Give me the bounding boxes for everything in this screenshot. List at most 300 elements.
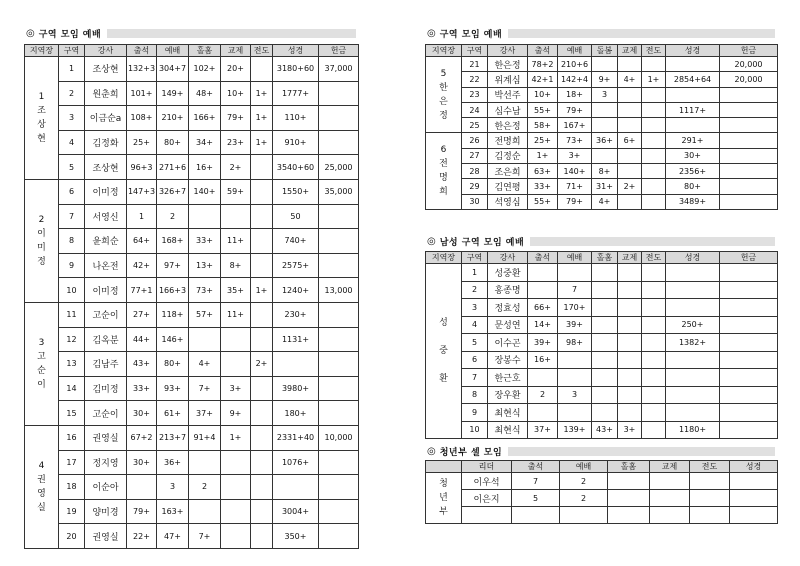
column-header: 홀홈 xyxy=(608,461,650,473)
data-cell: 16 xyxy=(59,425,85,450)
data-cell xyxy=(528,281,558,299)
column-header: 출석 xyxy=(528,252,558,264)
data-cell: 7 xyxy=(59,204,85,229)
data-cell: 17 xyxy=(59,450,85,475)
table-row xyxy=(426,507,778,524)
data-cell: 132+3 xyxy=(127,57,157,82)
data-cell xyxy=(720,133,778,148)
table-row xyxy=(426,264,778,282)
data-cell xyxy=(720,194,778,209)
data-cell: 25,000 xyxy=(319,155,359,180)
data-cell: 3 xyxy=(462,299,488,317)
data-cell xyxy=(319,524,359,549)
data-cell: 59+ xyxy=(221,179,251,204)
data-cell: 4 xyxy=(462,316,488,334)
data-cell xyxy=(221,499,251,524)
data-cell xyxy=(690,490,730,507)
column-header: 전도 xyxy=(642,45,666,57)
right-attendance-table-2 xyxy=(425,251,778,439)
column-header: 홀홈 xyxy=(592,252,618,264)
speaker-name-cell: 권영실 xyxy=(85,425,127,450)
data-cell: 1+ xyxy=(221,425,251,450)
data-cell xyxy=(558,351,592,369)
data-cell: 8 xyxy=(59,229,85,254)
data-cell: 1550+ xyxy=(273,179,319,204)
data-cell: 28 xyxy=(462,164,488,179)
table-row xyxy=(25,475,359,500)
data-cell: 230+ xyxy=(273,302,319,327)
data-cell: 2 xyxy=(462,281,488,299)
data-cell: 18+ xyxy=(558,87,592,102)
data-cell: 8+ xyxy=(592,164,618,179)
data-cell: 35,000 xyxy=(319,179,359,204)
column-header: 교제 xyxy=(618,45,642,57)
bullet-icon: ◎ xyxy=(427,28,436,39)
column-header: 지역장 xyxy=(426,45,462,57)
data-cell xyxy=(528,369,558,387)
data-cell: 168+ xyxy=(157,229,189,254)
column-header: 전도 xyxy=(690,461,730,473)
data-cell: 30 xyxy=(462,194,488,209)
left-attendance-table xyxy=(24,44,359,549)
data-cell: 43+ xyxy=(127,352,157,377)
data-cell: 30+ xyxy=(127,450,157,475)
data-cell: 2 xyxy=(157,204,189,229)
speaker-name-cell: 장우환 xyxy=(488,386,528,404)
speaker-name-cell: 나온전 xyxy=(85,253,127,278)
table-row xyxy=(25,229,359,254)
data-cell xyxy=(251,179,273,204)
data-cell xyxy=(720,316,778,334)
data-cell: 2854+64 xyxy=(666,72,720,87)
data-cell: 19 xyxy=(59,499,85,524)
data-cell: 77+1 xyxy=(127,278,157,303)
table-row xyxy=(25,130,359,155)
data-cell: 1 xyxy=(462,264,488,282)
data-cell: 58+ xyxy=(528,118,558,133)
column-header: 지역장 xyxy=(25,45,59,57)
data-cell xyxy=(251,253,273,278)
data-cell: 34+ xyxy=(189,130,221,155)
speaker-name-cell: 박선주 xyxy=(488,87,528,102)
column-header: 예배 xyxy=(558,45,592,57)
data-cell xyxy=(618,57,642,72)
speaker-name-cell: 권영실 xyxy=(85,524,127,549)
data-cell xyxy=(608,490,650,507)
data-cell: 1076+ xyxy=(273,450,319,475)
data-cell: 4+ xyxy=(592,194,618,209)
data-cell: 166+3 xyxy=(157,278,189,303)
title-bar xyxy=(508,29,775,38)
left-section-title: ◎ 구역 모임 예배 xyxy=(26,27,356,40)
data-cell xyxy=(642,334,666,352)
data-cell xyxy=(642,57,666,72)
data-cell: 25+ xyxy=(127,130,157,155)
data-cell xyxy=(666,386,720,404)
speaker-name-cell: 원춘희 xyxy=(85,81,127,106)
data-cell xyxy=(618,148,642,163)
data-cell xyxy=(251,376,273,401)
speaker-name-cell: 정지영 xyxy=(85,450,127,475)
data-cell: 102+ xyxy=(189,57,221,82)
data-cell: 3 xyxy=(157,475,189,500)
data-cell: 1180+ xyxy=(666,421,720,439)
title-bar xyxy=(508,447,775,456)
data-cell: 39+ xyxy=(558,316,592,334)
column-header: 출석 xyxy=(528,45,558,57)
table-row xyxy=(25,401,359,426)
data-cell xyxy=(251,327,273,352)
data-cell: 13 xyxy=(59,352,85,377)
data-cell xyxy=(251,450,273,475)
data-cell: 79+ xyxy=(221,106,251,131)
data-cell xyxy=(642,164,666,179)
data-cell: 4+ xyxy=(189,352,221,377)
column-header: 출석 xyxy=(127,45,157,57)
data-cell: 2 xyxy=(59,81,85,106)
speaker-name-cell: 조상현 xyxy=(85,155,127,180)
speaker-name-cell: 장봉수 xyxy=(488,351,528,369)
data-cell: 13,000 xyxy=(319,278,359,303)
data-cell: 213+7 xyxy=(157,425,189,450)
right-attendance-table-1 xyxy=(425,44,778,210)
data-cell: 6+ xyxy=(618,133,642,148)
data-cell xyxy=(666,281,720,299)
data-cell: 4+ xyxy=(618,72,642,87)
table-row xyxy=(25,204,359,229)
data-cell xyxy=(618,87,642,102)
table-row xyxy=(426,194,778,209)
data-cell: 2356+ xyxy=(666,164,720,179)
data-cell: 16+ xyxy=(189,155,221,180)
table-row xyxy=(25,327,359,352)
data-cell xyxy=(618,264,642,282)
data-cell: 7 xyxy=(512,473,560,490)
data-cell xyxy=(127,475,157,500)
data-cell xyxy=(512,507,560,524)
data-cell xyxy=(319,302,359,327)
data-cell: 55+ xyxy=(528,102,558,117)
data-cell: 10 xyxy=(462,421,488,439)
column-header: 헌금 xyxy=(720,252,778,264)
data-cell xyxy=(608,507,650,524)
data-cell: 1 xyxy=(59,57,85,82)
data-cell: 11+ xyxy=(221,302,251,327)
data-cell: 42+ xyxy=(127,253,157,278)
data-cell: 15 xyxy=(59,401,85,426)
data-cell xyxy=(642,299,666,317)
column-header: 예배 xyxy=(560,461,608,473)
data-cell: 9 xyxy=(59,253,85,278)
column-header: 구역 xyxy=(59,45,85,57)
bullet-icon: ◎ xyxy=(427,446,436,457)
data-cell: 27+ xyxy=(127,302,157,327)
data-cell: 2575+ xyxy=(273,253,319,278)
column-header: 강사 xyxy=(488,252,528,264)
data-cell xyxy=(642,118,666,133)
table-row xyxy=(25,278,359,303)
data-cell xyxy=(720,87,778,102)
data-cell: 36+ xyxy=(157,450,189,475)
right-section3-title: ◎ 청년부 셀 모임 xyxy=(427,445,775,458)
data-cell xyxy=(558,264,592,282)
speaker-name-cell: 김정순 xyxy=(488,148,528,163)
data-cell xyxy=(592,386,618,404)
data-cell: 91+4 xyxy=(189,425,221,450)
title-bar xyxy=(530,237,775,246)
data-cell xyxy=(251,302,273,327)
data-cell xyxy=(251,425,273,450)
data-cell: 71+ xyxy=(558,179,592,194)
data-cell xyxy=(618,164,642,179)
data-cell xyxy=(642,87,666,102)
speaker-name-cell: 이미정 xyxy=(85,179,127,204)
title-bar xyxy=(107,29,356,38)
data-cell: 63+ xyxy=(528,164,558,179)
table-row xyxy=(426,386,778,404)
data-cell xyxy=(319,81,359,106)
data-cell xyxy=(221,524,251,549)
data-cell: 7 xyxy=(558,281,592,299)
data-cell: 78+2 xyxy=(528,57,558,72)
data-cell xyxy=(528,404,558,422)
data-cell: 79+ xyxy=(558,102,592,117)
leader-name-cell: 이우석 xyxy=(462,473,512,490)
data-cell: 2 xyxy=(560,473,608,490)
column-header: 헌금 xyxy=(720,45,778,57)
data-cell: 61+ xyxy=(157,401,189,426)
data-cell: 26 xyxy=(462,133,488,148)
data-cell xyxy=(618,334,642,352)
data-cell: 910+ xyxy=(273,130,319,155)
column-header: 구역 xyxy=(462,252,488,264)
data-cell: 14 xyxy=(59,376,85,401)
data-cell xyxy=(592,102,618,117)
leader-name-cell: 이은지 xyxy=(462,490,512,507)
data-cell xyxy=(666,57,720,72)
data-cell: 7+ xyxy=(189,524,221,549)
speaker-name-cell: 이금순a xyxy=(85,106,127,131)
table-row xyxy=(426,299,778,317)
table-row xyxy=(426,369,778,387)
data-cell: 29 xyxy=(462,179,488,194)
data-cell xyxy=(592,118,618,133)
column-header: 헌금 xyxy=(319,45,359,57)
data-cell xyxy=(618,299,642,317)
column-header: 교제 xyxy=(221,45,251,57)
speaker-name-cell: 전명희 xyxy=(488,133,528,148)
data-cell xyxy=(560,507,608,524)
data-cell: 3+ xyxy=(618,421,642,439)
data-cell xyxy=(720,299,778,317)
data-cell: 14+ xyxy=(528,316,558,334)
data-cell: 146+ xyxy=(157,327,189,352)
data-cell: 9 xyxy=(462,404,488,422)
data-cell xyxy=(690,473,730,490)
group-leader-cell: 1 조 상 현 xyxy=(25,57,59,180)
table-row xyxy=(25,499,359,524)
data-cell xyxy=(592,281,618,299)
data-cell xyxy=(251,499,273,524)
group-leader-cell: 성 중 환 xyxy=(426,264,462,439)
data-cell xyxy=(730,473,778,490)
data-cell xyxy=(189,499,221,524)
data-cell: 2+ xyxy=(618,179,642,194)
data-cell: 24 xyxy=(462,102,488,117)
data-cell xyxy=(642,102,666,117)
data-cell xyxy=(650,507,690,524)
data-cell xyxy=(650,473,690,490)
data-cell: 140+ xyxy=(558,164,592,179)
data-cell: 1+ xyxy=(251,278,273,303)
data-cell xyxy=(666,264,720,282)
data-cell xyxy=(720,351,778,369)
speaker-name-cell: 고순이 xyxy=(85,401,127,426)
data-cell: 20+ xyxy=(221,57,251,82)
speaker-name-cell: 이순아 xyxy=(85,475,127,500)
data-cell: 37+ xyxy=(528,421,558,439)
table-row xyxy=(426,281,778,299)
group-leader-cell: 청 년 부 xyxy=(426,473,462,524)
data-cell xyxy=(666,404,720,422)
data-cell: 10,000 xyxy=(319,425,359,450)
data-cell: 5 xyxy=(59,155,85,180)
speaker-name-cell: 김옥분 xyxy=(85,327,127,352)
group-leader-cell: 3 고 순 이 xyxy=(25,302,59,425)
table-row xyxy=(25,352,359,377)
table-row xyxy=(426,164,778,179)
data-cell: 118+ xyxy=(157,302,189,327)
data-cell: 3540+60 xyxy=(273,155,319,180)
data-cell xyxy=(642,421,666,439)
data-cell xyxy=(690,507,730,524)
data-cell: 42+1 xyxy=(528,72,558,87)
data-cell: 8 xyxy=(462,386,488,404)
data-cell: 33+ xyxy=(528,179,558,194)
table-row xyxy=(25,179,359,204)
data-cell xyxy=(720,281,778,299)
data-cell xyxy=(273,352,319,377)
column-header: 리더 xyxy=(462,461,512,473)
data-cell xyxy=(221,475,251,500)
data-cell: 1777+ xyxy=(273,81,319,106)
data-cell: 80+ xyxy=(157,352,189,377)
data-cell: 1 xyxy=(127,204,157,229)
data-cell: 740+ xyxy=(273,229,319,254)
data-cell: 25+ xyxy=(528,133,558,148)
data-cell: 1117+ xyxy=(666,102,720,117)
right-section2-title: ◎ 남성 구역 모임 예배 xyxy=(427,235,775,248)
column-header: 성경 xyxy=(730,461,778,473)
table-row xyxy=(426,72,778,87)
table-row xyxy=(426,148,778,163)
data-cell xyxy=(189,450,221,475)
data-cell: 108+ xyxy=(127,106,157,131)
data-cell xyxy=(273,475,319,500)
data-cell: 167+ xyxy=(558,118,592,133)
speaker-name-cell: 조은희 xyxy=(488,164,528,179)
data-cell: 1+ xyxy=(251,81,273,106)
data-cell: 3 xyxy=(59,106,85,131)
data-cell: 73+ xyxy=(189,278,221,303)
data-cell xyxy=(618,404,642,422)
data-cell: 3004+ xyxy=(273,499,319,524)
data-cell: 37,000 xyxy=(319,57,359,82)
data-cell: 93+ xyxy=(157,376,189,401)
bullet-icon: ◎ xyxy=(427,236,436,247)
data-cell xyxy=(319,106,359,131)
data-cell xyxy=(618,281,642,299)
data-cell xyxy=(642,386,666,404)
column-header: 교제 xyxy=(618,252,642,264)
data-cell xyxy=(730,490,778,507)
data-cell xyxy=(642,281,666,299)
speaker-name-cell: 이수곤 xyxy=(488,334,528,352)
column-header: 홀홈 xyxy=(189,45,221,57)
data-cell: 1+ xyxy=(642,72,666,87)
data-cell: 96+3 xyxy=(127,155,157,180)
data-cell xyxy=(319,327,359,352)
data-cell: 3 xyxy=(558,386,592,404)
data-cell: 48+ xyxy=(189,81,221,106)
data-cell xyxy=(251,524,273,549)
data-cell xyxy=(189,327,221,352)
data-cell xyxy=(618,194,642,209)
table-row xyxy=(426,334,778,352)
speaker-name-cell: 윤희순 xyxy=(85,229,127,254)
data-cell xyxy=(642,316,666,334)
data-cell: 23 xyxy=(462,87,488,102)
data-cell: 39+ xyxy=(528,334,558,352)
data-cell: 30+ xyxy=(666,148,720,163)
data-cell: 147+3 xyxy=(127,179,157,204)
data-cell: 31+ xyxy=(592,179,618,194)
data-cell xyxy=(221,450,251,475)
data-cell xyxy=(720,179,778,194)
data-cell xyxy=(666,369,720,387)
data-cell xyxy=(720,164,778,179)
speaker-name-cell: 김연평 xyxy=(488,179,528,194)
data-cell: 1+ xyxy=(251,130,273,155)
table-row xyxy=(426,118,778,133)
data-cell: 47+ xyxy=(157,524,189,549)
data-cell: 210+ xyxy=(157,106,189,131)
column-header: 전도 xyxy=(642,252,666,264)
data-cell: 44+ xyxy=(127,327,157,352)
data-cell: 2+ xyxy=(251,352,273,377)
speaker-name-cell: 정효성 xyxy=(488,299,528,317)
leader-name-cell xyxy=(462,507,512,524)
data-cell: 110+ xyxy=(273,106,319,131)
data-cell xyxy=(319,204,359,229)
speaker-name-cell: 홍종명 xyxy=(488,281,528,299)
table-row xyxy=(426,87,778,102)
speaker-name-cell: 이미정 xyxy=(85,278,127,303)
data-cell: 1+ xyxy=(251,106,273,131)
data-cell xyxy=(221,204,251,229)
data-cell: 3+ xyxy=(558,148,592,163)
data-cell: 140+ xyxy=(189,179,221,204)
data-cell xyxy=(319,352,359,377)
data-cell: 10+ xyxy=(221,81,251,106)
data-cell: 304+7 xyxy=(157,57,189,82)
data-cell xyxy=(592,404,618,422)
speaker-name-cell: 한은정 xyxy=(488,57,528,72)
data-cell: 12 xyxy=(59,327,85,352)
data-cell: 33+ xyxy=(189,229,221,254)
data-cell xyxy=(189,204,221,229)
data-cell xyxy=(666,299,720,317)
